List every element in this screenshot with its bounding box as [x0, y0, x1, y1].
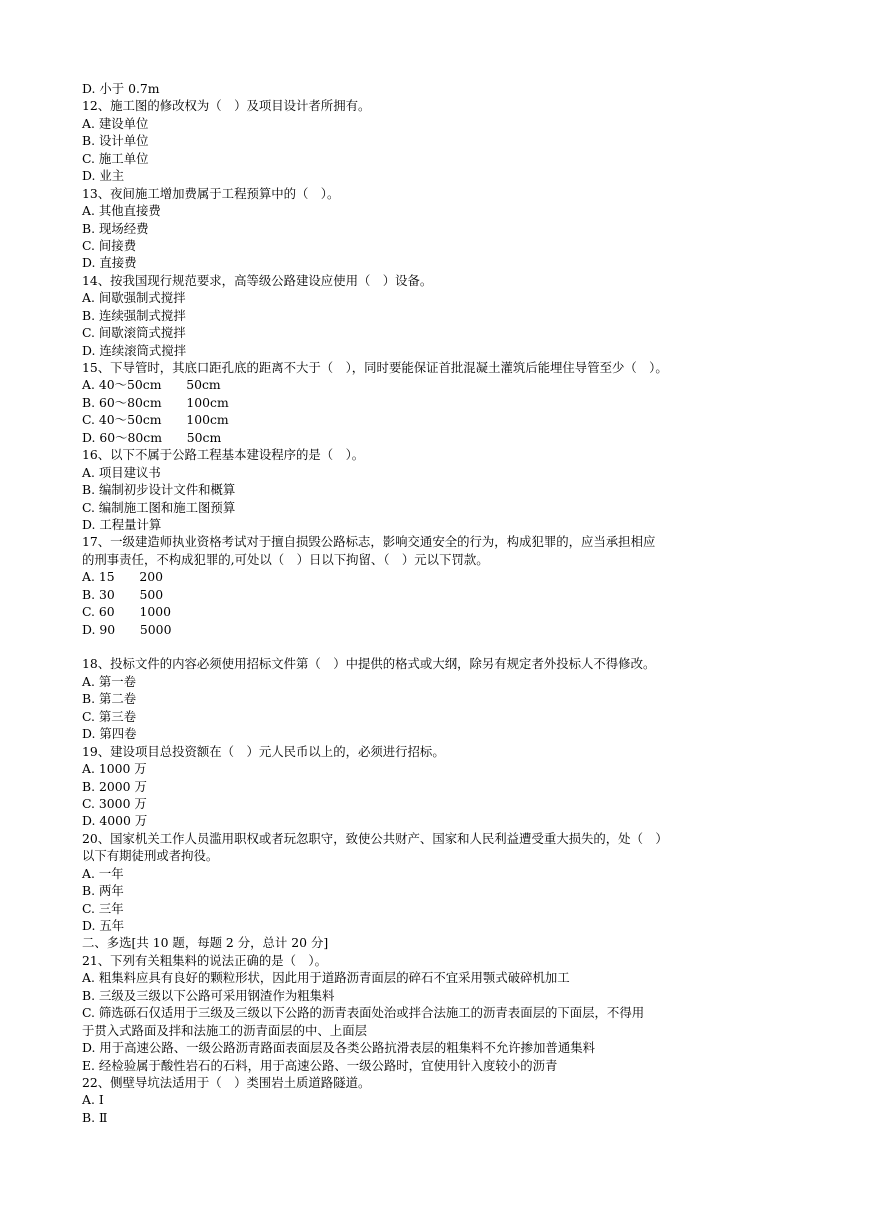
- option-a-q14: A. 间歇强制式搅拌: [82, 290, 186, 306]
- option-b-q18: B. 第二卷: [82, 691, 137, 707]
- option-a-q16: A. 项目建议书: [82, 464, 161, 480]
- option-d-q11: D. 小于 0.7m: [82, 81, 160, 96]
- option-b-q21: B. 三级及三级以下公路可采用钢渣作为粗集料: [82, 987, 335, 1003]
- question-16: 16、以下不属于公路工程基本建设程序的是（ ）。: [82, 447, 365, 463]
- option-c-q19: C. 3000 万: [82, 795, 147, 811]
- option-a-q15: A. 40～50cm 50cm: [82, 377, 221, 393]
- option-b-q16: B. 编制初步设计文件和概算: [82, 482, 236, 498]
- option-e-q21: E. 经检验属于酸性岩石的石料，用于高速公路、一级公路时，宜使用针入度较小的沥青: [82, 1057, 558, 1073]
- option-c-q13: C. 间接费: [82, 237, 137, 253]
- option-a-q18: A. 第一卷: [82, 673, 136, 689]
- option-a-q12: A. 建设单位: [82, 115, 149, 131]
- question-18: 18、投标文件的内容必须使用招标文件第（ ）中提供的格式或大纲，除另有规定者外投标人不得修改。: [82, 656, 656, 672]
- question-22: 22、侧壁导坑法适用于（ ）类围岩土质道路隧道。: [82, 1074, 371, 1090]
- option-d-q15: D. 60～80cm 50cm: [82, 429, 222, 445]
- option-a-q19: A. 1000 万: [82, 761, 147, 777]
- option-c-q15: C. 40～50cm 100cm: [82, 412, 229, 428]
- option-b-q19: B. 2000 万: [82, 778, 147, 794]
- option-d-q20: D. 五年: [82, 918, 125, 933]
- question-19: 19、建设项目总投资额在（ ）元人民币以上的，必须进行招标。: [82, 743, 445, 759]
- option-c-q18: C. 第三卷: [82, 708, 137, 724]
- option-c-q12: C. 施工单位: [82, 150, 149, 166]
- option-b-q14: B. 连续强制式搅拌: [82, 307, 186, 323]
- option-a-q21: A. 粗集料应具有良好的颗粒形状，因此用于道路沥青面层的碎石不宜采用颚式破碎机加工: [82, 970, 570, 986]
- option-d-q17: D. 90 5000: [82, 621, 172, 637]
- option-b-q12: B. 设计单位: [82, 133, 149, 149]
- option-d-q14: D. 连续滚筒式搅拌: [82, 342, 187, 358]
- option-a-q17: A. 15 200: [82, 569, 164, 585]
- question-20-line1: 20、国家机关工作人员滥用职权或者玩忽职守，致使公共财产、国家和人民利益遭受重大损失的，处（ ）: [82, 830, 668, 846]
- question-15: 15、下导管时，其底口距孔底的距离不大于（ ），同时要能保证首批混凝土灌筑后能埋住导管至少（ ）。: [82, 360, 668, 375]
- option-d-q13: D. 直接费: [82, 255, 137, 271]
- question-20-line2: 以下有期徒刑或者拘役。: [82, 848, 219, 864]
- option-d-q12: D. 业主: [82, 168, 125, 184]
- option-c-q21-line2: 于贯入式路面及拌和法施工的沥青面层的中、上面层: [82, 1022, 367, 1038]
- option-b-q20: B. 两年: [82, 883, 124, 899]
- option-c-q17: C. 60 1000: [82, 604, 171, 620]
- option-d-q16: D. 工程量计算: [82, 516, 162, 532]
- question-12: 12、施工图的修改权为（ ）及项目设计者所拥有。: [82, 98, 371, 114]
- blank-line: [82, 638, 790, 655]
- question-13: 13、夜间施工增加费属于工程预算中的（ ）。: [82, 185, 340, 201]
- question-14: 14、按我国现行规范要求，高等级公路建设应使用（ ）设备。: [82, 272, 433, 288]
- option-b-q13: B. 现场经费: [82, 220, 149, 236]
- option-c-q16: C. 编制施工图和施工图预算: [82, 499, 236, 515]
- option-d-q19: D. 4000 万: [82, 813, 148, 829]
- section-heading-multiple-choice: 二、多选[共 10 题，每题 2 分，总计 20 分]: [82, 935, 329, 951]
- question-17-line1: 17、一级建造师执业资格考试对于擅自损毁公路标志，影响交通安全的行为，构成犯罪的，应当承担相应: [82, 534, 656, 550]
- document-body: [82, 80, 790, 1126]
- option-b-q22: B. Ⅱ: [82, 1109, 108, 1125]
- option-d-q21: D. 用于高速公路、一级公路沥青路面表面层及各类公路抗滑表层的粗集料不允许掺加普通集料: [82, 1040, 595, 1056]
- option-d-q18: D. 第四卷: [82, 726, 137, 742]
- option-a-q20: A. 一年: [82, 865, 124, 881]
- option-c-q20: C. 三年: [82, 900, 124, 916]
- option-a-q13: A. 其他直接费: [82, 203, 161, 219]
- option-a-q22: A. Ⅰ: [82, 1092, 104, 1108]
- question-17-line2: 的刑事责任，不构成犯罪的,可处以（ ）日以下拘留、（ ）元以下罚款。: [82, 551, 489, 567]
- option-c-q21-line1: C. 筛选砾石仅适用于三级及三级以下公路的沥青表面处治或拌合法施工的沥青表面层的下面层，不得用: [82, 1005, 645, 1021]
- option-c-q14: C. 间歇滚筒式搅拌: [82, 325, 186, 341]
- question-21: 21、下列有关粗集料的说法正确的是（ ）。: [82, 952, 327, 968]
- option-b-q17: B. 30 500: [82, 586, 164, 602]
- option-b-q15: B. 60～80cm 100cm: [82, 394, 229, 410]
